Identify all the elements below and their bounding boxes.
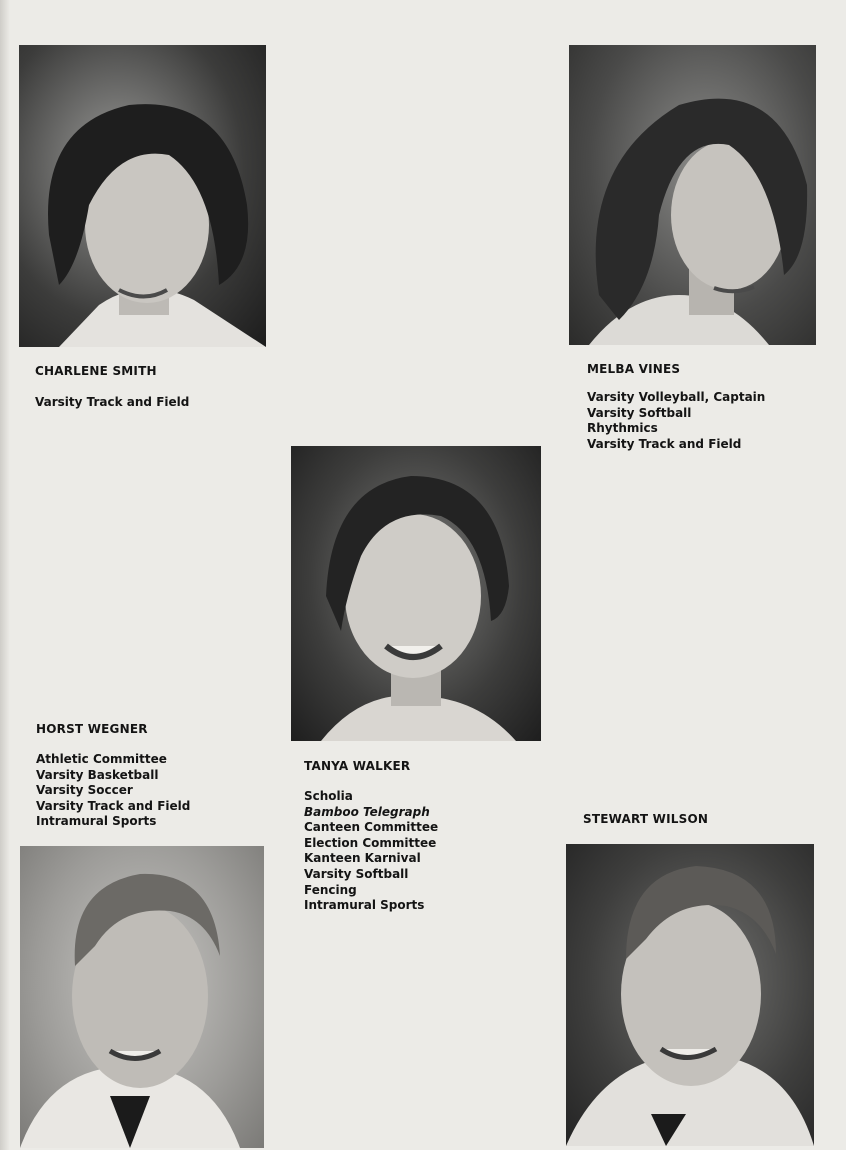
activity-item: Intramural Sports [36,814,157,829]
activity-list-horst-wegner [36,752,190,830]
activity-item: Varsity Track and Field [36,798,191,813]
portrait-horst-wegner [20,846,264,1148]
portrait-melba-vines [569,45,816,345]
activity-item: Intramural Sports [304,898,425,913]
portrait-stewart-wilson [566,844,814,1146]
student-name-stewart-wilson: STEWART WILSON [583,812,709,826]
activity-item: Varsity Track and Field [587,436,742,451]
activity-item: Varsity Track and Field [35,395,190,409]
portrait-charlene-smith [19,45,266,347]
student-name-horst-wegner: HORST WEGNER [36,722,148,736]
portrait-tanya-walker [291,446,541,741]
activity-list-melba-vines [587,390,765,452]
activity-item: Varsity Volleyball, Captain [587,390,766,404]
page-edge-shadow [0,0,10,1150]
student-name-melba-vines: MELBA VINES [587,362,681,376]
activity-list-tanya-walker [304,789,438,914]
activity-item: Varsity Basketball [36,767,159,782]
activity-item: Kanteen Karnival [304,851,421,866]
activity-item: Rhythmics [587,421,658,436]
activity-item: Election Committee [304,835,437,850]
student-name-charlene-smith: CHARLENE SMITH [35,364,157,378]
activity-item: Athletic Committee [36,752,167,766]
activity-item: Scholia [304,789,353,803]
activity-item: Varsity Softball [304,866,409,881]
activity-item: Bamboo Telegraph [304,804,430,819]
activity-item: Varsity Softball [587,405,692,420]
student-name-tanya-walker: TANYA WALKER [304,759,411,773]
activity-item: Canteen Committee [304,820,439,835]
activity-item: Varsity Soccer [36,783,133,798]
activity-list-charlene-smith [35,395,189,411]
activity-item: Fencing [304,882,357,897]
